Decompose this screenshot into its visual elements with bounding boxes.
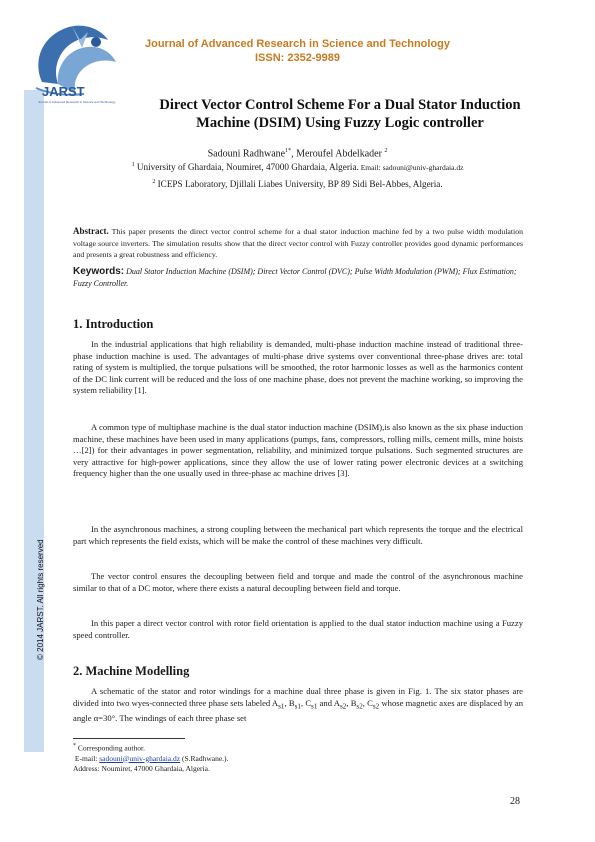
section-1-paragraph-3: In the asynchronous machines, a strong coupling between the mechanical part which represents the torque and the electrical part which represents the field exists, which will be make the control of these machines very difficult. bbox=[73, 524, 523, 546]
text-comma-sep: , bbox=[346, 697, 349, 708]
affiliation-1-text: University of Ghardaia, Noumiret, 47000 Ghardaia, Algeria. bbox=[134, 162, 359, 173]
footnote-email-suffix: (S.Radhwane.). bbox=[180, 753, 229, 763]
section-2-heading: 2. Machine Modelling bbox=[73, 664, 190, 678]
affiliation-1-email: Email: sadouni@univ-ghardaia.dz bbox=[358, 163, 464, 173]
affiliation-1 bbox=[0, 162, 595, 172]
text-and-a: and A bbox=[317, 697, 340, 708]
footnote bbox=[73, 741, 228, 774]
abstract-text: This paper presents the direct vector control scheme for a dual stator induction machine fed by a two pulse width modulation voltage source inverters. The simulation results show that the direct vector control with Fuzzy controller provides good dynamic performances and presents a great robustness and efficiency. bbox=[73, 227, 523, 259]
footnote-address: Address: Noumiret, 47000 Ghardaia, Algeria. bbox=[73, 763, 210, 773]
journal-issn: ISSN: 2352-9989 bbox=[255, 52, 340, 64]
text-comma-c: , C bbox=[300, 697, 312, 708]
text-c: , C bbox=[362, 697, 373, 708]
footnote-email-label: E-mail: bbox=[74, 753, 100, 763]
footnote-marker: * bbox=[73, 743, 76, 749]
page-number: 28 bbox=[510, 796, 520, 807]
section-2-paragraph-1 bbox=[73, 686, 523, 725]
author-1: Sadouni Radhwane bbox=[207, 148, 286, 160]
author-2: , Meroufel Abdelkader bbox=[291, 148, 382, 160]
logo-tagline: Journal of Advanced Research in Science and Technology bbox=[38, 100, 116, 104]
subscript-s1-c: s1 bbox=[311, 702, 318, 711]
subscript-s2-b: s2 bbox=[356, 702, 363, 711]
subscript-s1-a: s1 bbox=[278, 702, 285, 711]
section-2-text-start: A schematic of the stator and rotor windings for a machine dual three phase is given in Fig. 1. The six stator phases are divided into two wyes-connected three phase sets labeled A bbox=[73, 686, 523, 708]
paper-title-line-1: Direct Vector Control Scheme For a Dual Stator Induction bbox=[159, 97, 521, 113]
author-2-marker: 2 bbox=[384, 148, 388, 154]
footnote-corresponding: Corresponding author. bbox=[76, 743, 145, 753]
subscript-s2-c: s2 bbox=[372, 702, 380, 711]
section-1-paragraph-1: In the industrial applications that high reliability is demanded, multi-phase induction machine instead of traditional three-phase induction machine is used. The advantages of multi-phase drive systems over conventional three-phase drives are: total rating of system is multiplied, the torque pulsations will be smoothed, the rotor harmonic losses as well as the harmonics content of the DC link current will be reduced and the loss of one machine phase, does not prevent the machine working, so improving the system reliability [1]. bbox=[73, 339, 523, 396]
section-1-heading: 1. Introduction bbox=[73, 317, 154, 331]
text-comma-b: , B bbox=[284, 697, 295, 708]
footnote-separator bbox=[73, 738, 185, 739]
affiliation-1-marker: 1 bbox=[131, 162, 135, 168]
section-1-paragraph-4: The vector control ensures the decoupling between field and torque and made the control of the asynchronous machine similar to that of a DC motor, where there exists a natural decoupling between field and torque. bbox=[73, 571, 523, 593]
logo-text: JARST bbox=[42, 84, 85, 99]
affiliation-2 bbox=[0, 179, 595, 189]
section-2-text-end: whose magnetic axes are displaced by an angle α=30°. The windings of each three phase set bbox=[73, 697, 523, 723]
abstract-label: Abstract. bbox=[73, 226, 109, 236]
keywords bbox=[73, 266, 523, 289]
affiliation-2-marker: 2 bbox=[152, 179, 156, 185]
journal-name: Journal of Advanced Research in Science and Technology bbox=[144, 38, 451, 50]
abstract bbox=[73, 226, 523, 261]
paper-authors bbox=[0, 148, 595, 159]
section-1-paragraph-5: In this paper a direct vector control with rotor field orientation is applied to the dual stator induction machine using a Fuzzy speed controller. bbox=[73, 618, 523, 640]
subscript-s1-b: s1 bbox=[294, 702, 301, 711]
keywords-label: Keywords: bbox=[73, 266, 125, 277]
subscript-s2-a: s2 bbox=[339, 702, 347, 711]
copyright-notice: © 2014 JARST. All rights reserved bbox=[36, 539, 45, 660]
footnote-email-link[interactable]: sadouni@univ-ghardaia.dz bbox=[99, 753, 181, 763]
paper-title-line-2: Machine (DSIM) Using Fuzzy Logic controller bbox=[196, 115, 484, 131]
affiliation-2-text: ICEPS Laboratory, Djillali Liabes University, BP 89 Sidi Bel-Abbes, Algeria. bbox=[155, 179, 443, 190]
keywords-text: Dual Stator Induction Machine (DSIM); Direct Vector Control (DVC); Pulse Width Modulation (PWM); Flux Estimation; Fuzzy Controller. bbox=[73, 267, 517, 288]
author-1-marker: 1* bbox=[285, 148, 292, 154]
section-1-paragraph-2: A common type of multiphase machine is the dual stator induction machine (DSIM),is also known as the six phase induction machine, these machines have been used in many applications (pumps, fans, compressors, rolling mills, cement mills, mine hoists …[2]) for their advantages in power segmentation, reliability, and minimized torque pulsations. Such segmented structures are very attractive for high-power applications, since they allow the use of lower rating power electronic devices at a switching frequency higher than the one usually used in three-phase ac machine drives [3]. bbox=[73, 422, 523, 479]
text-b: B bbox=[350, 697, 357, 708]
